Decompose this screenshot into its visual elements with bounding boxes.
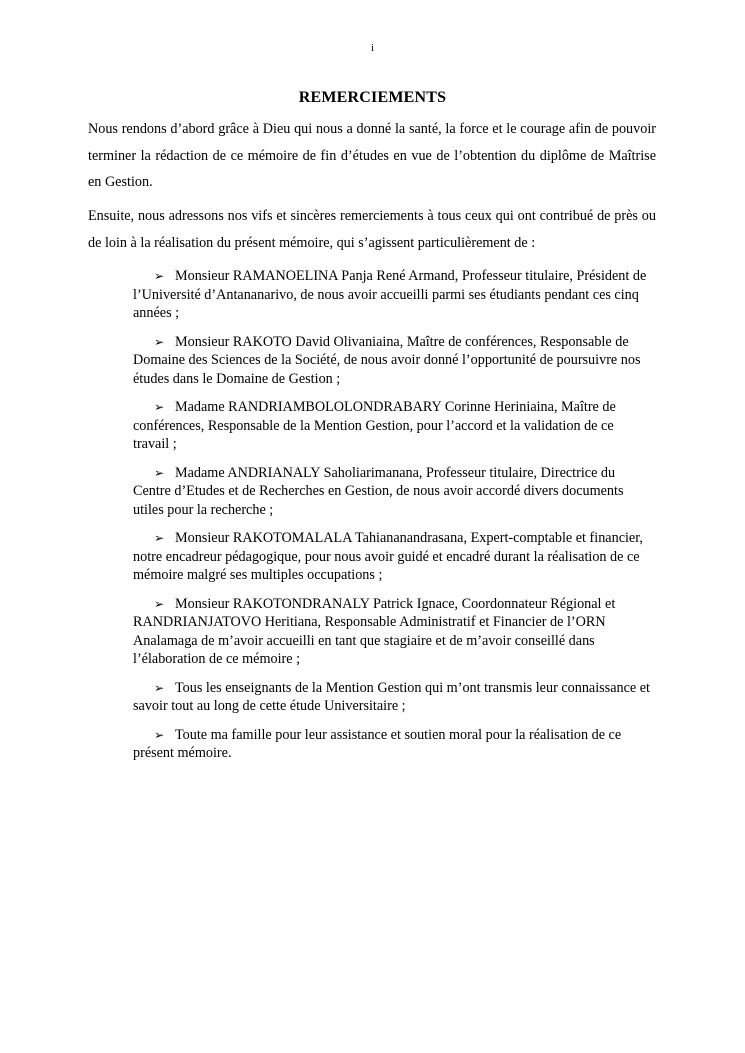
list-item-text: Monsieur RAKOTONDRANALY Patrick Ignace, Coordonnateur Régional et RANDRIANJATOVO Heritiana, Responsable Administratif et Financier de l’ORN Analamaga de m’avoir accueilli en tant que stagiaire et de m’avoir conseillé dans l’élaboration de ce mémoire ;: [133, 595, 616, 667]
arrow-bullet-icon: ➢: [153, 596, 165, 611]
acknowledgements-list: [133, 267, 653, 773]
arrow-bullet-icon: ➢: [153, 727, 165, 742]
list-item: [133, 679, 653, 716]
list-item: [133, 464, 653, 520]
arrow-bullet-icon: ➢: [153, 269, 165, 283]
arrow-bullet-icon: ➢: [153, 400, 165, 414]
page-title: REMERCIEMENTS: [298, 89, 447, 106]
list-item: [133, 595, 653, 669]
page-number: i: [370, 42, 375, 54]
list-item: [133, 398, 653, 454]
list-item-text: Tous les enseignants de la Mention Gestion qui m’ont transmis leur connaissance et savoir tout au long de cette étude Universitaire ;: [133, 679, 650, 714]
arrow-bullet-icon: ➢: [153, 334, 165, 349]
arrow-bullet-icon: ➢: [153, 465, 165, 480]
list-item-text: Monsieur RAKOTOMALALA Tahiananandrasana, Expert-comptable et financier, notre encadreur pédagogique, pour nous avoir guidé et encadré durant la réalisation de ce mémoire malgré ses multiples occupations ;: [133, 530, 643, 583]
list-item: [133, 529, 653, 585]
list-item-text: Monsieur RAKOTO David Olivaniaina, Maître de conférences, Responsable de Domaine des Sciences de la Société, de nous avoir donné l’opportunité de poursuivre nos études dans le Domaine de Gestion ;: [133, 333, 641, 387]
arrow-bullet-icon: ➢: [153, 680, 165, 695]
list-item-text: Madame RANDRIAMBOLOLONDRABARY Corinne Heriniaina, Maître de conférences, Responsable de la Mention Gestion, pour l’accord et la validation de ce travail ;: [133, 399, 616, 452]
list-item: [133, 726, 653, 763]
second-paragraph: Ensuite, nous adressons nos vifs et sincères remerciements à tous ceux qui ont contribué de près ou de loin à la réalisation du présent mémoire, qui s’agissent particulièrement de :: [88, 208, 656, 251]
intro-paragraph: Nous rendons d’abord grâce à Dieu qui nous a donné la santé, la force et le courage afin de pouvoir terminer la rédaction de ce mémoire de fin d’études en vue de l’obtention du diplôme de Maîtrise en Gestion.: [88, 121, 656, 190]
list-item-text: Monsieur RAMANOELINA Panja René Armand, Professeur titulaire, Président de l’Université d’Antananarivo, de nous avoir accueilli parmi ses étudiants pendant ces cinq années ;: [133, 268, 647, 321]
list-item: [133, 267, 653, 323]
list-item-text: Madame ANDRIANALY Saholiarimanana, Professeur titulaire, Directrice du Centre d’Etudes et de Recherches en Gestion, de nous avoir accordé divers documents utiles pour la recherche ;: [133, 464, 624, 518]
list-item-text: Toute ma famille pour leur assistance et soutien moral pour la réalisation de ce présent mémoire.: [133, 726, 622, 761]
arrow-bullet-icon: ➢: [153, 531, 165, 545]
list-item: [133, 333, 653, 389]
